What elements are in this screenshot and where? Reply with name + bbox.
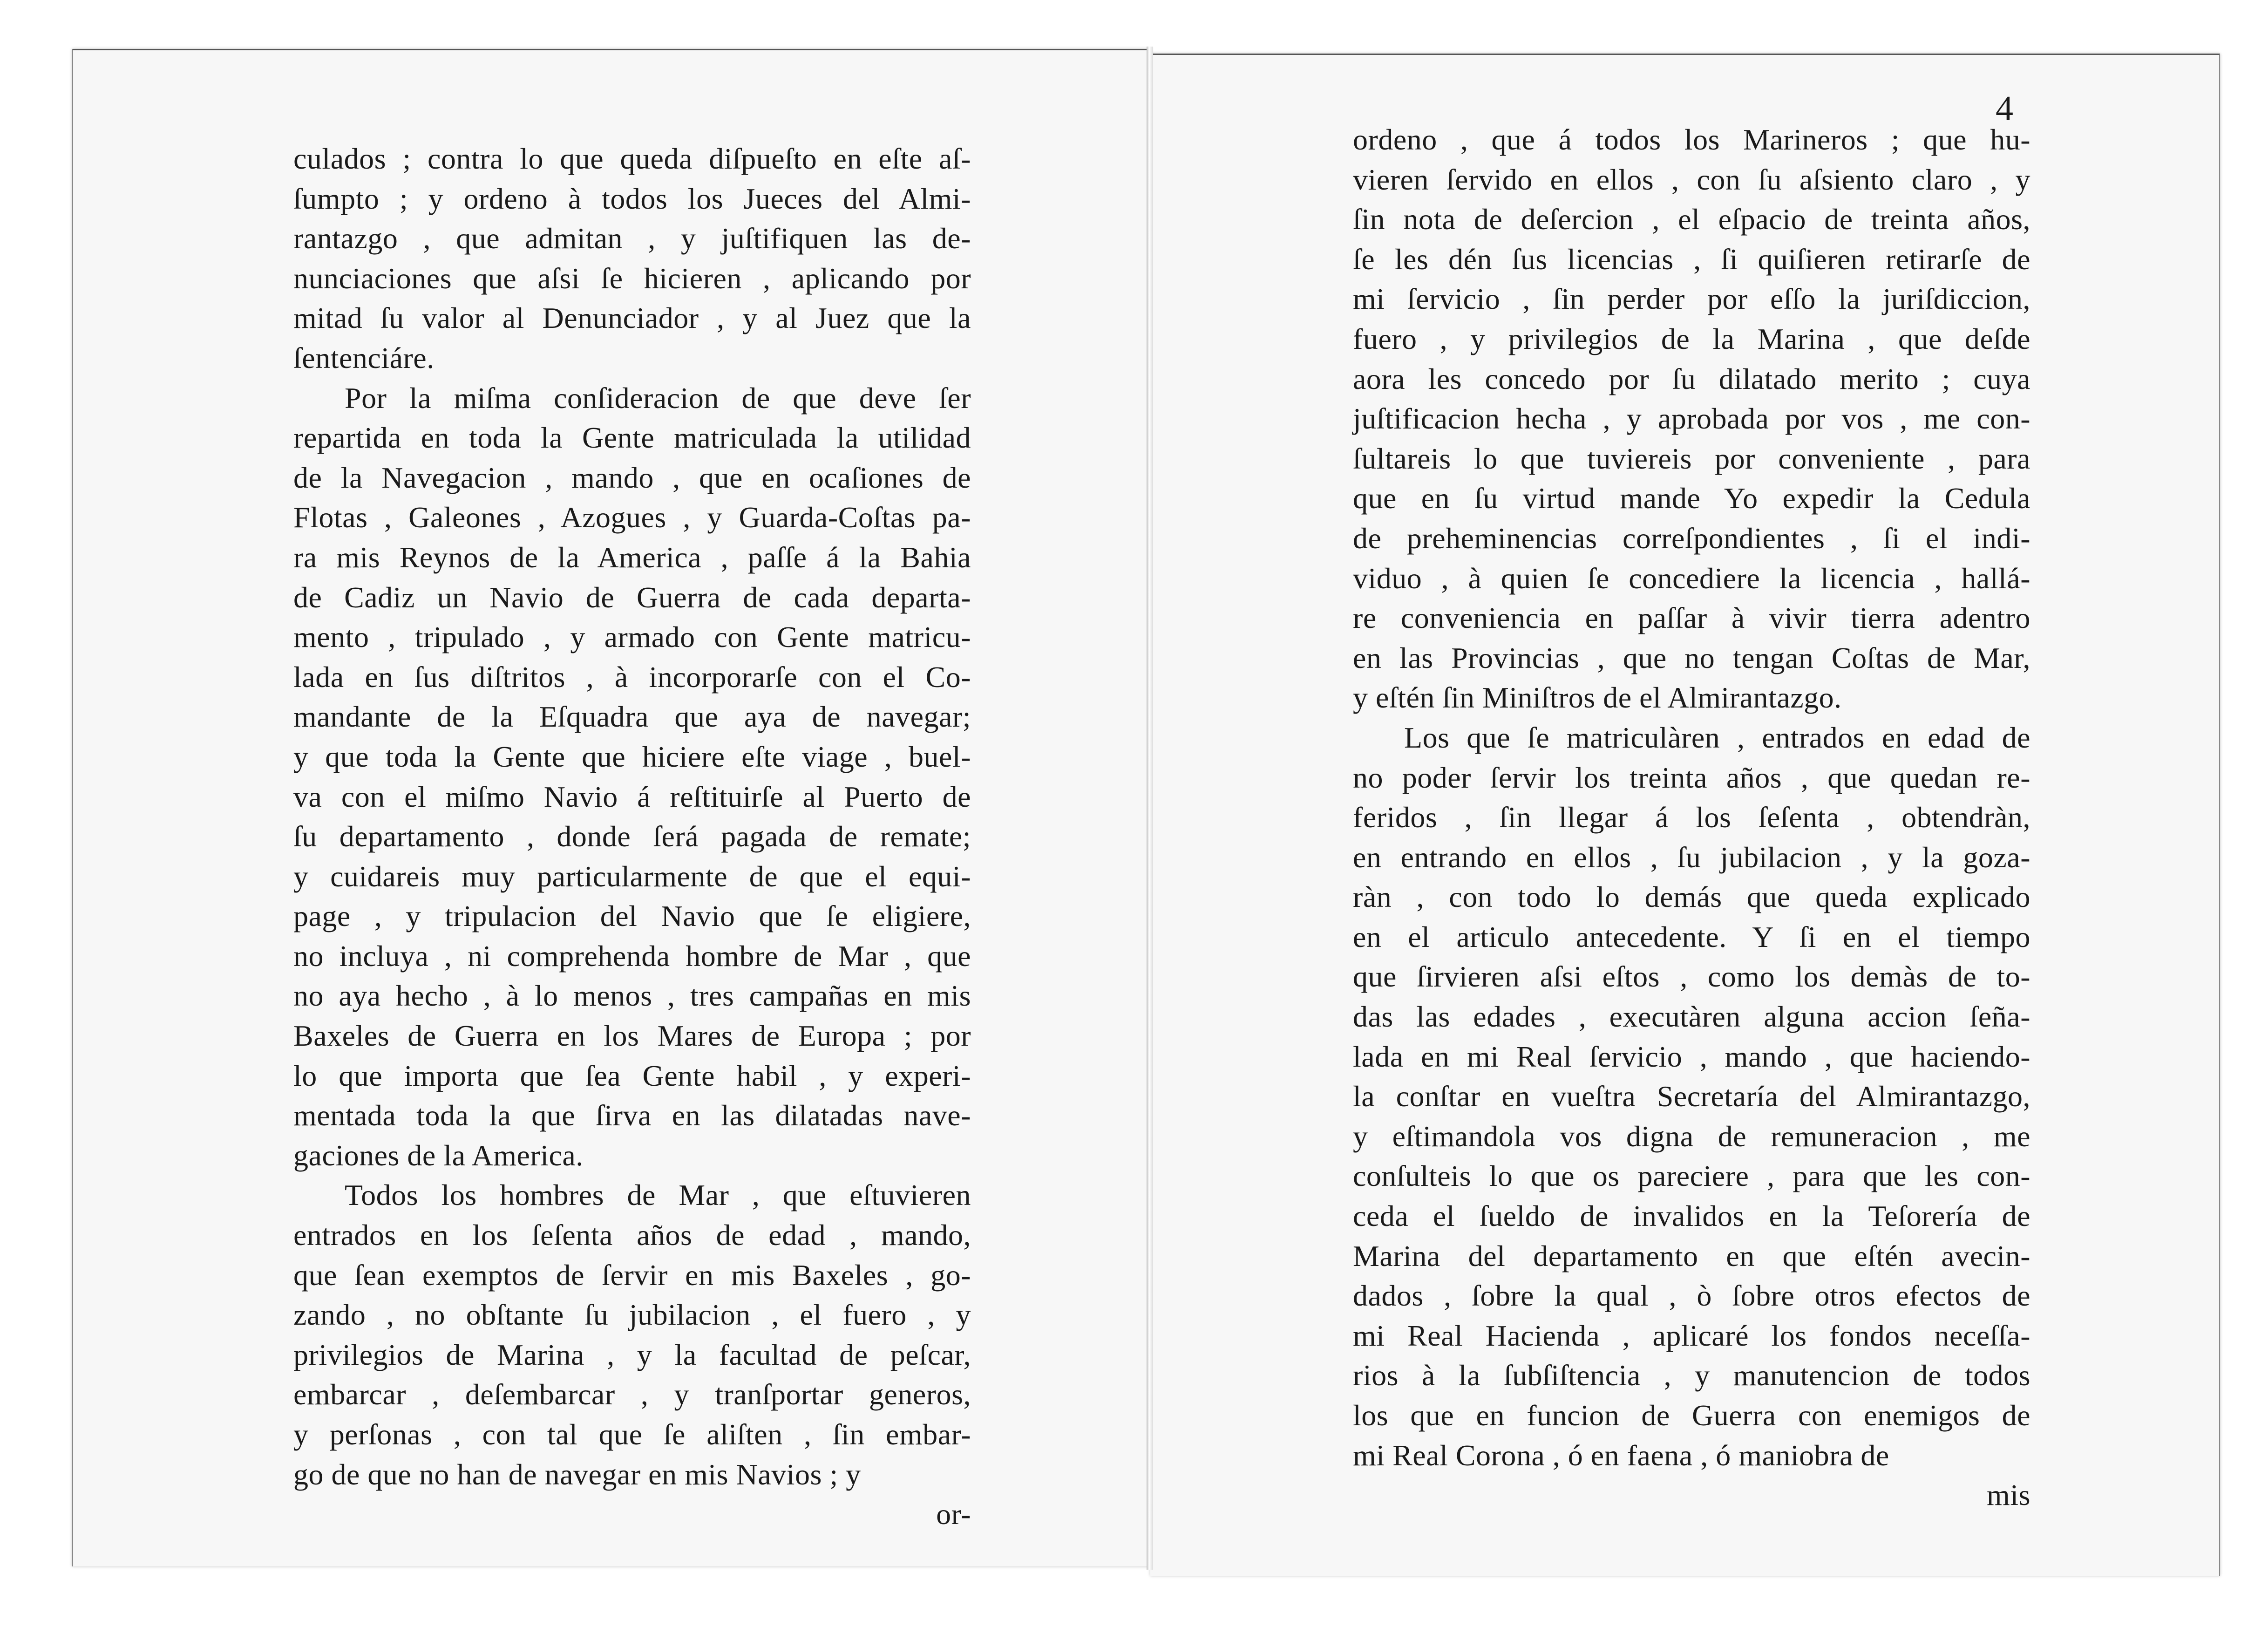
text-line: Flotas , Galeones , Azogues , y Guarda-Coſtas pa- [293,501,971,534]
text-line: no incluya , ni comprehenda hombre de Mar , que [293,939,971,973]
text-line: rios à la ſubſiſtencia , y manutencion de todos [1353,1359,2030,1392]
text-line: de la Navegacion , mando , que en ocaſiones de [293,461,971,494]
text-line: culados ; contra lo que queda diſpueſto en eſte aſ- [293,142,971,175]
text-line: Marina del departamento en que eſtén avecin- [1353,1239,2030,1273]
text-line: Por la miſma conſideracion de que deve ſer [345,381,971,415]
page-number: 4 [1996,89,2013,128]
text-line: go de que no han de navegar en mis Navios ; y [293,1457,861,1491]
text-line: mi Real Corona , ó en faena , ó maniobra de [1353,1438,1889,1472]
text-line: mento , tripulado , y armado con Gente matricu- [293,620,971,654]
text-line: Todos los hombres de Mar , que eſtuvieren [345,1178,971,1212]
text-line: y eſtén ſin Miniſtros de el Almirantazgo. [1353,681,1842,715]
text-line: feridos , ſin llegar á los ſeſenta , obtendràn, [1353,801,2030,834]
text-line: ſultareis lo que tuviereis por conveniente , para [1353,442,2030,475]
text-line: va con el miſmo Navio á reſtituirſe al Puerto de [293,780,971,813]
text-line: de Cadiz un Navio de Guerra de cada departa- [293,580,971,614]
text-line: conſulteis lo que os pareciere , para que les con- [1353,1159,2030,1193]
text-line: ſu departamento , donde ſerá pagada de remate; [293,820,971,853]
text-line: ſumpto ; y ordeno à todos los Jueces del Almi- [293,182,971,215]
catchword: mis [1987,1478,2030,1512]
text-line: rantazgo , que admitan , y juſtifiquen las de- [293,222,971,255]
text-line: mi Real Hacienda , aplicaré los fondos neceſſa- [1353,1319,2030,1352]
text-line: que ſirvieren aſsi eſtos , como los demàs de to- [1353,960,2030,994]
book-gutter [1147,47,1153,1570]
text-line: re conveniencia en paſſar à vivir tierra adentro [1353,601,2030,635]
text-line: mentada toda la que ſirva en las dilatadas nave- [293,1099,971,1132]
text-line: vieren ſervido en ellos , con ſu aſsiento claro , y [1353,163,2030,196]
text-line: que en ſu virtud mande Yo expedir la Cedula [1353,482,2030,515]
text-line: dados , ſobre la qual , ò ſobre otros efectos de [1353,1279,2030,1313]
text-line: lada en ſus diſtritos , à incorporarſe con el Co- [293,660,971,694]
text-line: zando , no obſtante ſu jubilacion , el fuero , y [293,1298,971,1332]
text-line: repartida en toda la Gente matriculada la utilidad [293,421,971,455]
text-line: ordeno , que á todos los Marineros ; que hu- [1353,123,2030,156]
text-line: mitad ſu valor al Denunciador , y al Juez que la [293,301,971,335]
text-line: lada en mi Real ſervicio , mando , que haciendo- [1353,1040,2030,1073]
paragraph [1353,120,2030,718]
text-line: Baxeles de Guerra en los Mares de Europa ; por [293,1019,971,1053]
text-line: Los que ſe matriculàren , entrados en edad de [1404,721,2030,754]
text-line: embarcar , deſembarcar , y tranſportar generos, [293,1378,971,1411]
text-line: ſin nota de deſercion , el eſpacio de treinta años, [1353,203,2030,236]
text-line: ſentenciáre. [293,341,435,374]
paragraph [293,1175,971,1494]
text-line: lo que importa que ſea Gente habil , y experi- [293,1059,971,1092]
text-line: y cuidareis muy particularmente de que el equi- [293,859,971,893]
text-line: no aya hecho , à lo menos , tres campañas en mis [293,979,971,1013]
text-line: y que toda la Gente que hiciere eſte viage , buel- [293,740,971,773]
text-line: que ſean exemptos de ſervir en mis Baxeles , go- [293,1258,971,1292]
text-line: gaciones de la America. [293,1138,584,1172]
text-line: aora les concedo por ſu dilatado merito ; cuya [1353,362,2030,395]
paragraph [1353,718,2030,1475]
text-line: nunciaciones que aſsi ſe hicieren , aplicando por [293,261,971,295]
left-page-text [293,139,971,1534]
text-line: ràn , con todo lo demás que queda explicado [1353,880,2030,914]
right-page-text [1353,120,2030,1515]
text-line: y eſtimandola vos digna de remuneracion , me [1353,1119,2030,1153]
text-line: en las Provincias , que no tengan Coſtas de Mar, [1353,641,2030,674]
text-line: la conſtar en vueſtra Secretaría del Almirantazgo, [1353,1080,2030,1113]
text-line: das las edades , executàren alguna accion ſeña- [1353,1000,2030,1034]
text-line: los que en funcion de Guerra con enemigos de [1353,1399,2030,1432]
text-line: ſe les dén ſus licencias , ſi quiſieren retirarſe de [1353,242,2030,276]
text-line: mandante de la Eſquadra que aya de navegar; [293,700,971,734]
paragraph [293,139,971,378]
text-line: de preheminencias correſpondientes , ſi el indi- [1353,521,2030,555]
text-line: entrados en los ſeſenta años de edad , mando, [293,1218,971,1252]
text-line: privilegios de Marina , y la facultad de peſcar, [293,1338,971,1371]
text-line: viduo , à quien ſe concediere la licencia , hallá- [1353,561,2030,595]
text-line: ra mis Reynos de la America , paſſe á la Bahia [293,540,971,574]
text-line: en entrando en ellos , ſu jubilacion , y la goza- [1353,840,2030,874]
text-line: y perſonas , con tal que ſe aliſten , ſin embar- [293,1418,971,1451]
text-line: ceda el ſueldo de invalidos en la Teſorería de [1353,1199,2030,1233]
text-line: juſtificacion hecha , y aprobada por vos , me con- [1353,402,2030,436]
catchword: or- [936,1497,971,1531]
text-line: en el articulo antecedente. Y ſi en el tiempo [1353,920,2030,953]
text-line: no poder ſervir los treinta años , que quedan re- [1353,761,2030,794]
text-line: mi ſervicio , ſin perder por eſſo la juriſdiccion, [1353,282,2030,316]
text-line: page , y tripulacion del Navio que ſe eligiere, [293,899,971,933]
paragraph [293,378,971,1176]
text-line: fuero , y privilegios de la Marina , que deſde [1353,322,2030,355]
